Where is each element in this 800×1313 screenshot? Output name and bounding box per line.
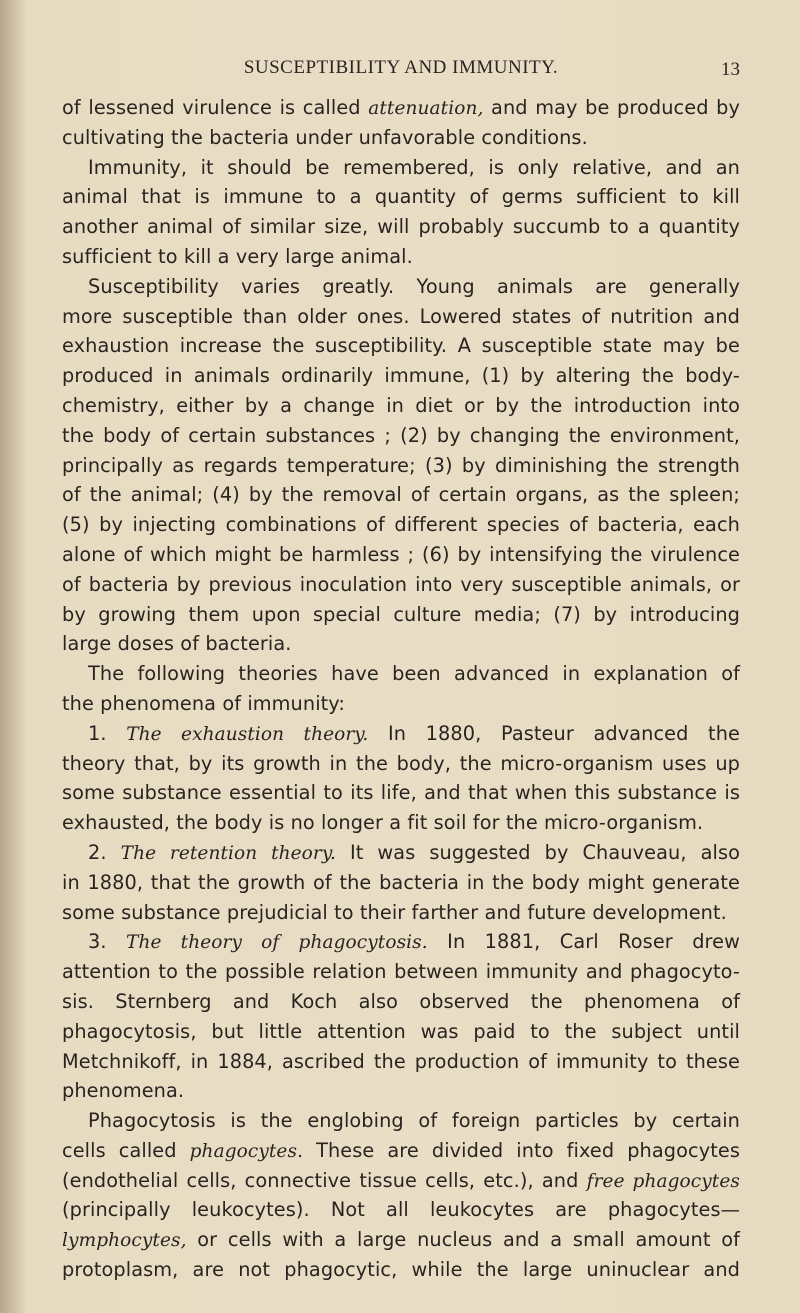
text-run: (principally leukocytes). Not all leukocytes are phagocytes—: [62, 1198, 740, 1222]
text-run: 3.: [88, 930, 127, 954]
text-line: [62, 868, 740, 898]
text-line: [62, 927, 740, 957]
text-line: [62, 302, 740, 332]
text-line: [62, 421, 740, 451]
body-text: [62, 93, 740, 1285]
text-line: [62, 391, 740, 421]
text-run: cells called: [62, 1138, 190, 1162]
text-line: [62, 689, 740, 719]
text-run: cultivating the bacteria under unfavorable conditions.: [62, 125, 588, 149]
text-line: [62, 719, 740, 749]
text-run: Phagocytosis is the englobing of foreign particles by certain: [88, 1109, 740, 1133]
text-line: [62, 838, 740, 868]
text-line: [62, 1017, 740, 1047]
italic-term: The theory of phagocytosis.: [126, 932, 428, 954]
text-run: In 1880, Pasteur advanced the: [368, 721, 740, 745]
text-line: [62, 123, 740, 153]
italic-term: The exhaustion theory.: [126, 723, 369, 745]
text-run: These are divided into fixed phagocytes: [303, 1138, 741, 1162]
italic-term: lymphocytes,: [62, 1230, 187, 1252]
text-line: [62, 1136, 740, 1166]
text-line: [62, 1195, 740, 1225]
text-run: of lessened virulence is called: [62, 96, 369, 119]
text-run: in 1880, that the growth of the bacteria in the body might generate: [62, 870, 740, 894]
text-run: more susceptible than older ones. Lowered states of nutrition and: [62, 304, 740, 328]
text-run: animal that is immune to a quantity of germs sufficient to kill: [62, 185, 740, 209]
text-run: alone of which might be harmless ; (6) by intensifying the virulence: [62, 542, 740, 566]
text-run: exhausted, the body is no longer a fit soil for the micro-organism.: [62, 811, 704, 835]
text-run: sufficient to kill a very large animal.: [62, 244, 413, 268]
text-line: [62, 659, 740, 689]
text-line: [62, 480, 740, 510]
text-line: [62, 153, 740, 183]
italic-term: The retention theory.: [120, 842, 336, 864]
text-line: [62, 212, 740, 242]
text-run: of bacteria by previous inoculation into very susceptible animals, or: [62, 572, 740, 596]
text-run: large doses of bacteria.: [62, 632, 292, 656]
text-line: [62, 629, 740, 659]
text-line: [62, 749, 740, 779]
text-run: principally as regards temperature; (3) by diminishing the strength: [62, 453, 740, 477]
text-line: [62, 808, 740, 838]
text-line: [62, 570, 740, 600]
text-line: [62, 540, 740, 570]
text-run: chemistry, either by a change in diet or by the introduction into: [62, 393, 740, 417]
text-run: The following theories have been advanced in explanation of: [88, 662, 740, 686]
running-head: SUSCEPTIBILITY AND IMMUNITY.: [243, 57, 559, 78]
text-line: [62, 1076, 740, 1106]
text-run: some substance essential to its life, and that when this substance is: [62, 781, 740, 805]
text-line: [62, 600, 740, 630]
text-run: exhaustion increase the susceptibility. A susceptible state may be: [62, 334, 740, 358]
text-run: some substance prejudicial to their farther and future development.: [62, 900, 727, 924]
text-run: Metchnikoff, in 1884, ascribed the production of immunity to these: [62, 1049, 740, 1073]
binding-gutter-shadow: [0, 0, 26, 1313]
text-run: (5) by injecting combinations of different species of bacteria, each: [62, 513, 740, 537]
text-run: Susceptibility varies greatly. Young animals are generally: [88, 274, 740, 298]
text-line: [62, 242, 740, 272]
text-line: [62, 510, 740, 540]
text-line: [62, 182, 740, 212]
text-run: Immunity, it should be remembered, is only relative, and an: [88, 155, 740, 179]
page-header: [62, 57, 740, 81]
text-line: [62, 1225, 740, 1255]
text-run: phagocytosis, but little attention was paid to the subject until: [62, 1019, 740, 1043]
text-line: [62, 898, 740, 928]
text-line: [62, 1106, 740, 1136]
text-line: [62, 331, 740, 361]
text-run: attention to the possible relation between immunity and phagocyto-: [62, 960, 740, 984]
text-run: It was suggested by Chauveau, also: [335, 840, 740, 864]
text-run: protoplasm, are not phagocytic, while the large uninuclear and: [62, 1258, 740, 1282]
text-line: [62, 987, 740, 1017]
text-run: 1.: [88, 721, 127, 745]
text-line: [62, 957, 740, 987]
text-line: [62, 1047, 740, 1077]
text-run: produced in animals ordinarily immune, (1) by altering the body-: [62, 364, 740, 388]
text-run: another animal of similar size, will probably succumb to a quantity: [62, 215, 740, 239]
italic-term: phagocytes.: [189, 1140, 304, 1162]
text-run: by growing them upon special culture media; (7) by introducing: [62, 602, 740, 626]
text-run: the body of certain substances ; (2) by changing the environment,: [62, 423, 740, 447]
text-run: of the animal; (4) by the removal of certain organs, as the spleen;: [62, 483, 740, 507]
text-run: and may be produced by: [483, 96, 740, 119]
italic-term: free phagocytes: [586, 1170, 740, 1192]
text-run: theory that, by its growth in the body, the micro-organism uses up: [62, 751, 740, 775]
text-run: or cells with a large nucleus and a small amount of: [186, 1228, 740, 1252]
text-run: sis. Sternberg and Koch also observed the phenomena of: [62, 989, 740, 1013]
text-line: [62, 1255, 740, 1285]
italic-term: attenuation,: [368, 98, 484, 119]
text-line: [62, 778, 740, 808]
text-line: [62, 93, 740, 123]
text-run: In 1881, Carl Roser drew: [427, 930, 740, 954]
text-run: 2.: [88, 840, 121, 864]
text-line: [62, 272, 740, 302]
text-run: (endothelial cells, connective tissue cells, etc.), and: [62, 1168, 587, 1192]
text-run: phenomena.: [62, 1079, 185, 1103]
page-number: 13: [721, 59, 740, 80]
text-line: [62, 361, 740, 391]
text-line: [62, 1166, 740, 1196]
text-line: [62, 451, 740, 481]
text-run: the phenomena of immunity:: [62, 691, 346, 715]
